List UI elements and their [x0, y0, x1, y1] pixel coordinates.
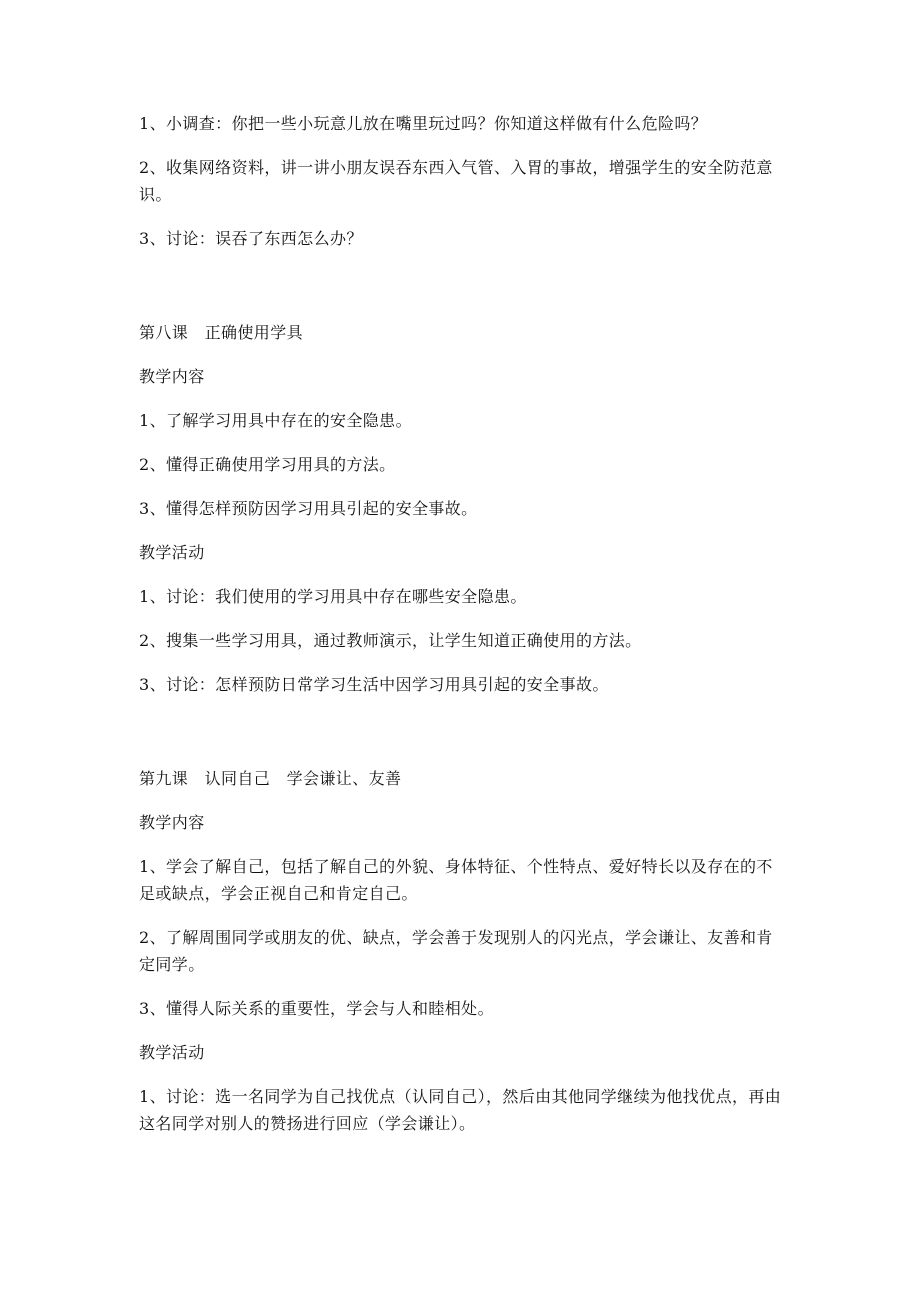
- lesson-9-title: 第九课 认同自己 学会谦让、友善: [139, 769, 402, 788]
- list-item: 1、了解学习用具中存在的安全隐患。: [139, 411, 412, 430]
- lesson-8-content-heading: 教学内容: [139, 367, 205, 386]
- list-item: 1、讨论：我们使用的学习用具中存在哪些安全隐患。: [139, 587, 527, 606]
- list-item: 3、讨论：误吞了东西怎么办？: [139, 229, 363, 248]
- lesson-8-activity-heading: 教学活动: [139, 543, 205, 562]
- list-item: 3、懂得人际关系的重要性，学会与人和睦相处。: [139, 999, 494, 1018]
- list-item: 2、了解周围同学或朋友的优、缺点，学会善于发现别人的闪光点，学会谦让、友善和肯定同学。: [139, 928, 773, 974]
- lesson-8-title: 第八课 正确使用学具: [139, 323, 304, 342]
- list-item: 1、学会了解自己，包括了解自己的外貌、身体特征、个性特点、爱好特长以及存在的不足或缺点，学会正视自己和肯定自己。: [139, 857, 773, 903]
- lesson-9-activity-heading: 教学活动: [139, 1043, 205, 1062]
- list-item: 1、小调查：你把一些小玩意儿放在嘴里玩过吗？你知道这样做有什么危险吗？: [139, 114, 708, 133]
- list-item: 2、搜集一些学习用具，通过教师演示，让学生知道正确使用的方法。: [139, 631, 642, 650]
- document-body: [139, 110, 784, 1137]
- list-item: 2、收集网络资料，讲一讲小朋友误吞东西入气管、入胃的事故，增强学生的安全防范意识。: [139, 158, 773, 204]
- list-item: 1、讨论：选一名同学为自己找优点（认同自己），然后由其他同学继续为他找优点，再由这名同学对别人的赞扬进行回应（学会谦让）。: [139, 1087, 782, 1133]
- list-item: 3、懂得怎样预防因学习用具引起的安全事故。: [139, 499, 478, 518]
- lesson-9-content-heading: 教学内容: [139, 813, 205, 832]
- list-item: 3、讨论：怎样预防日常学习生活中因学习用具引起的安全事故。: [139, 675, 609, 694]
- list-item: 2、懂得正确使用学习用具的方法。: [139, 455, 396, 474]
